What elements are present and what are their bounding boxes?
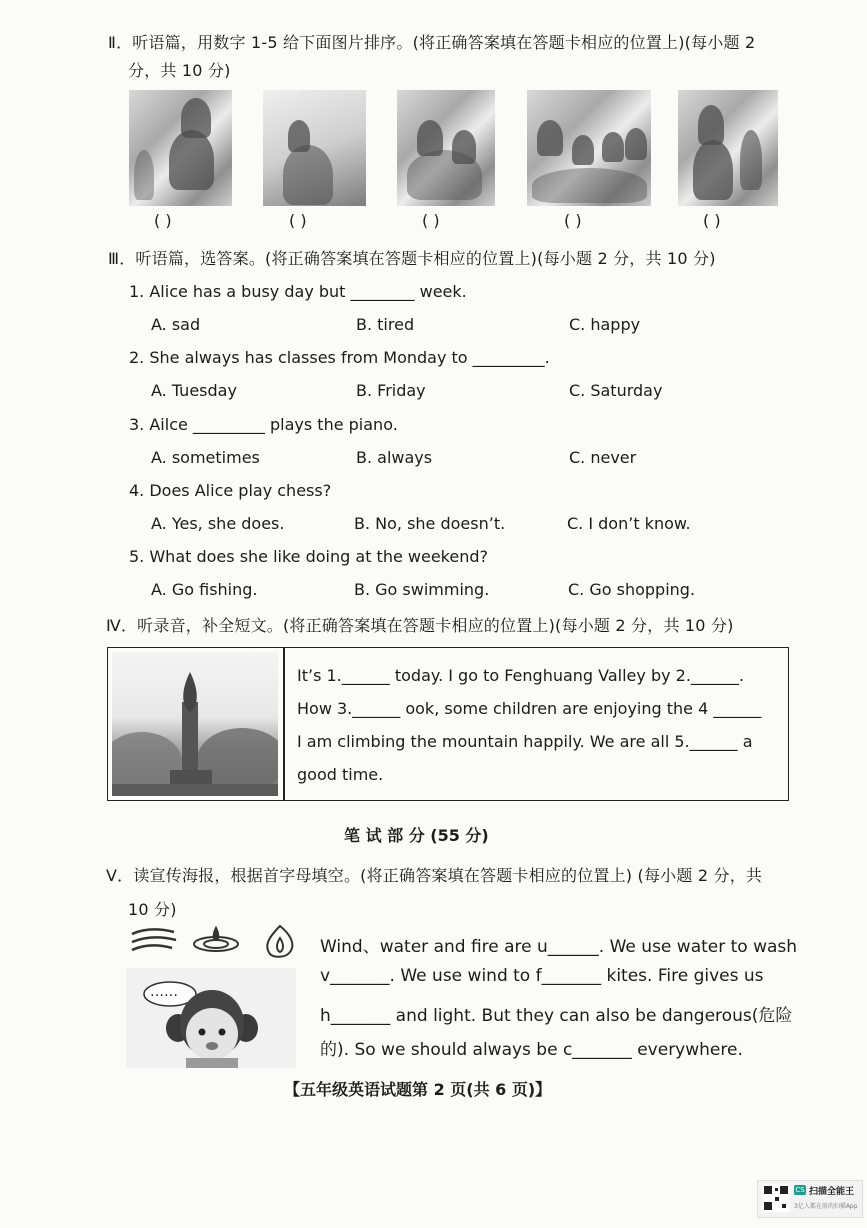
water-icon xyxy=(194,928,238,951)
picture-1 xyxy=(129,90,232,206)
question-4: 4. Does Alice play chess? xyxy=(129,481,332,500)
passage-line-3: I am climbing the mountain happily. We are all 5.______ a xyxy=(297,732,753,751)
q3-option-a: A. sometimes xyxy=(151,448,260,467)
q5-option-c: C. Go shopping. xyxy=(568,580,696,599)
picture-5 xyxy=(678,90,778,206)
question-3: 3. Ailce _________ plays the piano. xyxy=(129,415,398,434)
poster-line-2: v_______. We use wind to f_______ kites. Fire gives us xyxy=(320,966,764,986)
poster-line-1: Wind、water and fire are u______. We use water to wash xyxy=(320,937,798,957)
passage-line-2: How 3.______ ook, some children are enjoying the 4 ______ xyxy=(297,699,762,718)
scanner-brand: 扫描全能王 xyxy=(809,1187,855,1197)
girl-illustration xyxy=(126,968,296,1068)
q2-option-c: C. Saturday xyxy=(569,381,663,400)
q5-option-b: B. Go swimming. xyxy=(354,580,490,599)
section-4-title: Ⅳ．听录音，补全短文。(将正确答案填在答题卡相应的位置上)(每小题 2 分，共 10 分) xyxy=(106,616,734,635)
speech-bubble: …… xyxy=(150,984,178,1000)
q1-option-a: A. sad xyxy=(151,315,201,334)
passage-line-1: It’s 1.______ today. I go to Fenghuang Valley by 2.______. xyxy=(297,666,745,685)
fire-icon xyxy=(267,926,292,957)
q1-option-c: C. happy xyxy=(569,315,641,334)
q2-option-b: B. Friday xyxy=(356,381,426,400)
question-2: 2. She always has classes from Monday to _________. xyxy=(129,348,550,367)
section-5-title-line1: Ⅴ．读宣传海报，根据首字母填空。(将正确答案填在答题卡相应的位置上) (每小题 2 分，共 xyxy=(106,866,763,885)
answer-bracket-2: ( ) xyxy=(289,211,307,230)
written-section-heading: 笔 试 部 分 (55 分) xyxy=(344,826,489,845)
poster-line-3: h_______ and light. But they can also be dangerous(危险 xyxy=(320,1006,793,1026)
answer-bracket-3: ( ) xyxy=(422,211,440,230)
q1-option-b: B. tired xyxy=(356,315,415,334)
wind-icon xyxy=(132,929,176,950)
scanner-tagline: 3亿人都在用的扫描App xyxy=(794,1203,858,1210)
q2-option-a: A. Tuesday xyxy=(151,381,237,400)
question-5: 5. What does she like doing at the weekend? xyxy=(129,547,488,566)
cs-badge: CS xyxy=(795,1186,805,1194)
q4-option-a: A. Yes, she does. xyxy=(151,514,285,533)
answer-bracket-1: ( ) xyxy=(154,211,172,230)
picture-4 xyxy=(527,90,651,206)
q4-option-c: C. I don’t know. xyxy=(567,514,691,533)
box-divider xyxy=(283,648,285,800)
q4-option-b: B. No, she doesn’t. xyxy=(354,514,506,533)
section-2-title-line2: 分，共 10 分) xyxy=(128,61,231,80)
section-3-title: Ⅲ．听语篇，选答案。(将正确答案填在答题卡相应的位置上)(每小题 2 分，共 10 分) xyxy=(108,249,716,268)
page-footer: 【五年级英语试题第 2 页(共 6 页)】 xyxy=(284,1080,552,1099)
element-icons xyxy=(128,922,298,958)
qr-code-icon xyxy=(762,1184,790,1212)
answer-bracket-5: ( ) xyxy=(703,211,721,230)
q5-option-a: A. Go fishing. xyxy=(151,580,258,599)
picture-2 xyxy=(263,90,366,206)
section-2-title-line1: Ⅱ．听语篇，用数字 1-5 给下面图片排序。(将正确答案填在答题卡相应的位置上)(每小题 2 xyxy=(108,33,756,52)
q3-option-c: C. never xyxy=(569,448,637,467)
section-5-title-line2: 10 分) xyxy=(128,900,177,919)
poster-line-4: 的). So we should always be c_______ everywhere. xyxy=(320,1040,743,1060)
answer-bracket-4: ( ) xyxy=(564,211,582,230)
picture-3 xyxy=(397,90,495,206)
scanner-watermark xyxy=(757,1180,863,1218)
valley-picture xyxy=(112,652,278,796)
passage-line-4: good time. xyxy=(297,765,384,784)
q3-option-b: B. always xyxy=(356,448,433,467)
question-1: 1. Alice has a busy day but ________ week. xyxy=(129,282,467,301)
